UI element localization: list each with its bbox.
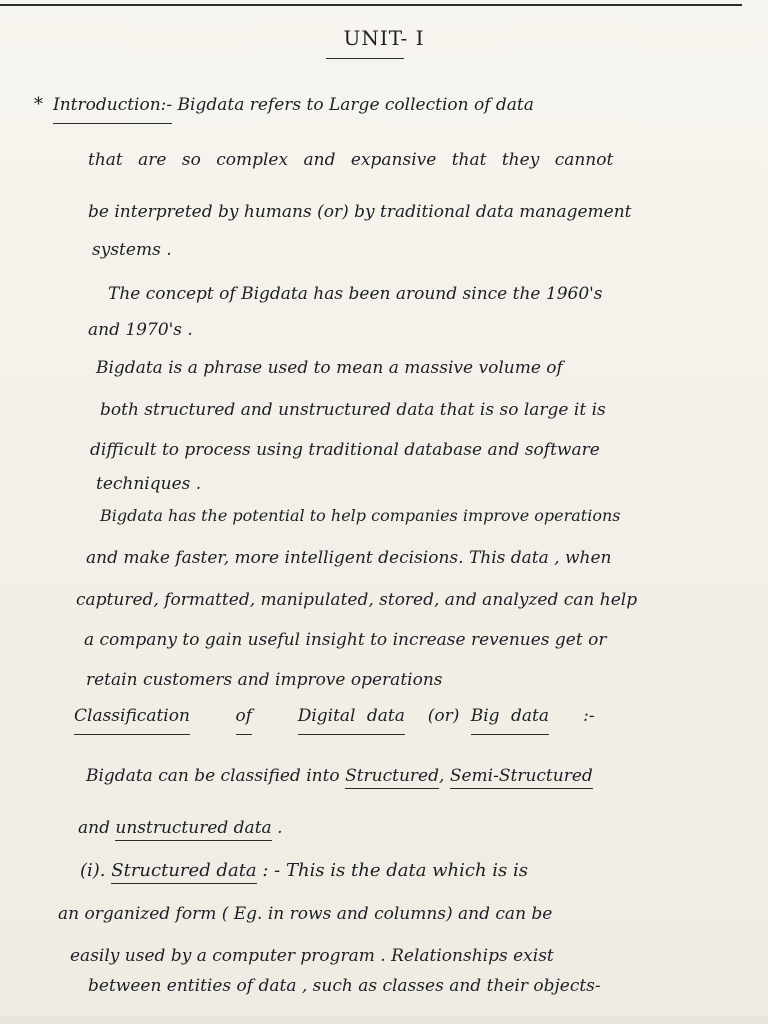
text-line-2: that are so complex and expansive that they cannot	[88, 150, 614, 170]
text-line-14: a company to gain useful insight to increase revenues get or	[84, 630, 607, 650]
structured-term: Structured	[345, 766, 439, 789]
text-line-17	[86, 766, 593, 786]
period: .	[277, 818, 283, 838]
text-line-19	[80, 860, 528, 881]
heading-word-or: (or)	[427, 706, 460, 726]
comma: ,	[439, 766, 445, 786]
bullet-star: *	[34, 94, 43, 115]
title-underline	[326, 58, 404, 59]
text-line-4: systems .	[92, 240, 172, 260]
text-line-13: captured, formatted, manipulated, stored, and analyzed can help	[76, 590, 638, 610]
text-line-20: an organized form ( Eg. in rows and columns) and can be	[58, 904, 553, 924]
and-word: and	[78, 818, 110, 838]
heading-word-big-data: Big data	[471, 706, 549, 735]
intro-heading: Introduction:-	[53, 95, 172, 124]
text-line-5: The concept of Bigdata has been around since the 1960's	[108, 284, 603, 304]
structured-definition: : - This is the data which is is	[262, 860, 529, 881]
text-line-21: easily used by a computer program . Relationships exist	[70, 946, 554, 966]
text-line-7: Bigdata is a phrase used to mean a massive volume of	[96, 358, 563, 378]
heading-colon: :-	[583, 706, 595, 726]
classified-into-text: Bigdata can be classified into	[86, 766, 340, 786]
page-title: UNIT- I	[343, 26, 425, 50]
structured-data-term: Structured data	[111, 860, 256, 884]
heading-word-classification: Classification	[74, 706, 190, 735]
item-number: (i).	[80, 860, 106, 881]
classification-heading	[74, 706, 595, 726]
page-top-edge	[0, 4, 742, 6]
text-line-12: and make faster, more intelligent decisions. This data , when	[86, 548, 612, 568]
text-line-6: and 1970's .	[88, 320, 193, 340]
text-line-3: be interpreted by humans (or) by traditional data management	[88, 202, 632, 222]
page-bottom-edge	[0, 1016, 768, 1024]
intro-line-1	[34, 94, 534, 115]
text-line-15: retain customers and improve operations	[86, 670, 443, 690]
text-line-18	[78, 818, 282, 838]
unstructured-term: unstructured data	[115, 818, 271, 841]
intro-text: Bigdata refers to Large collection of data	[177, 95, 534, 115]
text-line-10: techniques .	[96, 474, 202, 494]
heading-word-of: of	[236, 706, 253, 735]
text-line-8: both structured and unstructured data that is so large it is	[100, 400, 606, 420]
semi-structured-term: Semi-Structured	[450, 766, 593, 789]
text-line-9: difficult to process using traditional database and software	[90, 440, 600, 460]
text-line-11: Bigdata has the potential to help companies improve operations	[100, 506, 621, 525]
text-line-22: between entities of data , such as classes and their objects-	[88, 976, 601, 996]
heading-word-digital-data: Digital data	[298, 706, 405, 735]
